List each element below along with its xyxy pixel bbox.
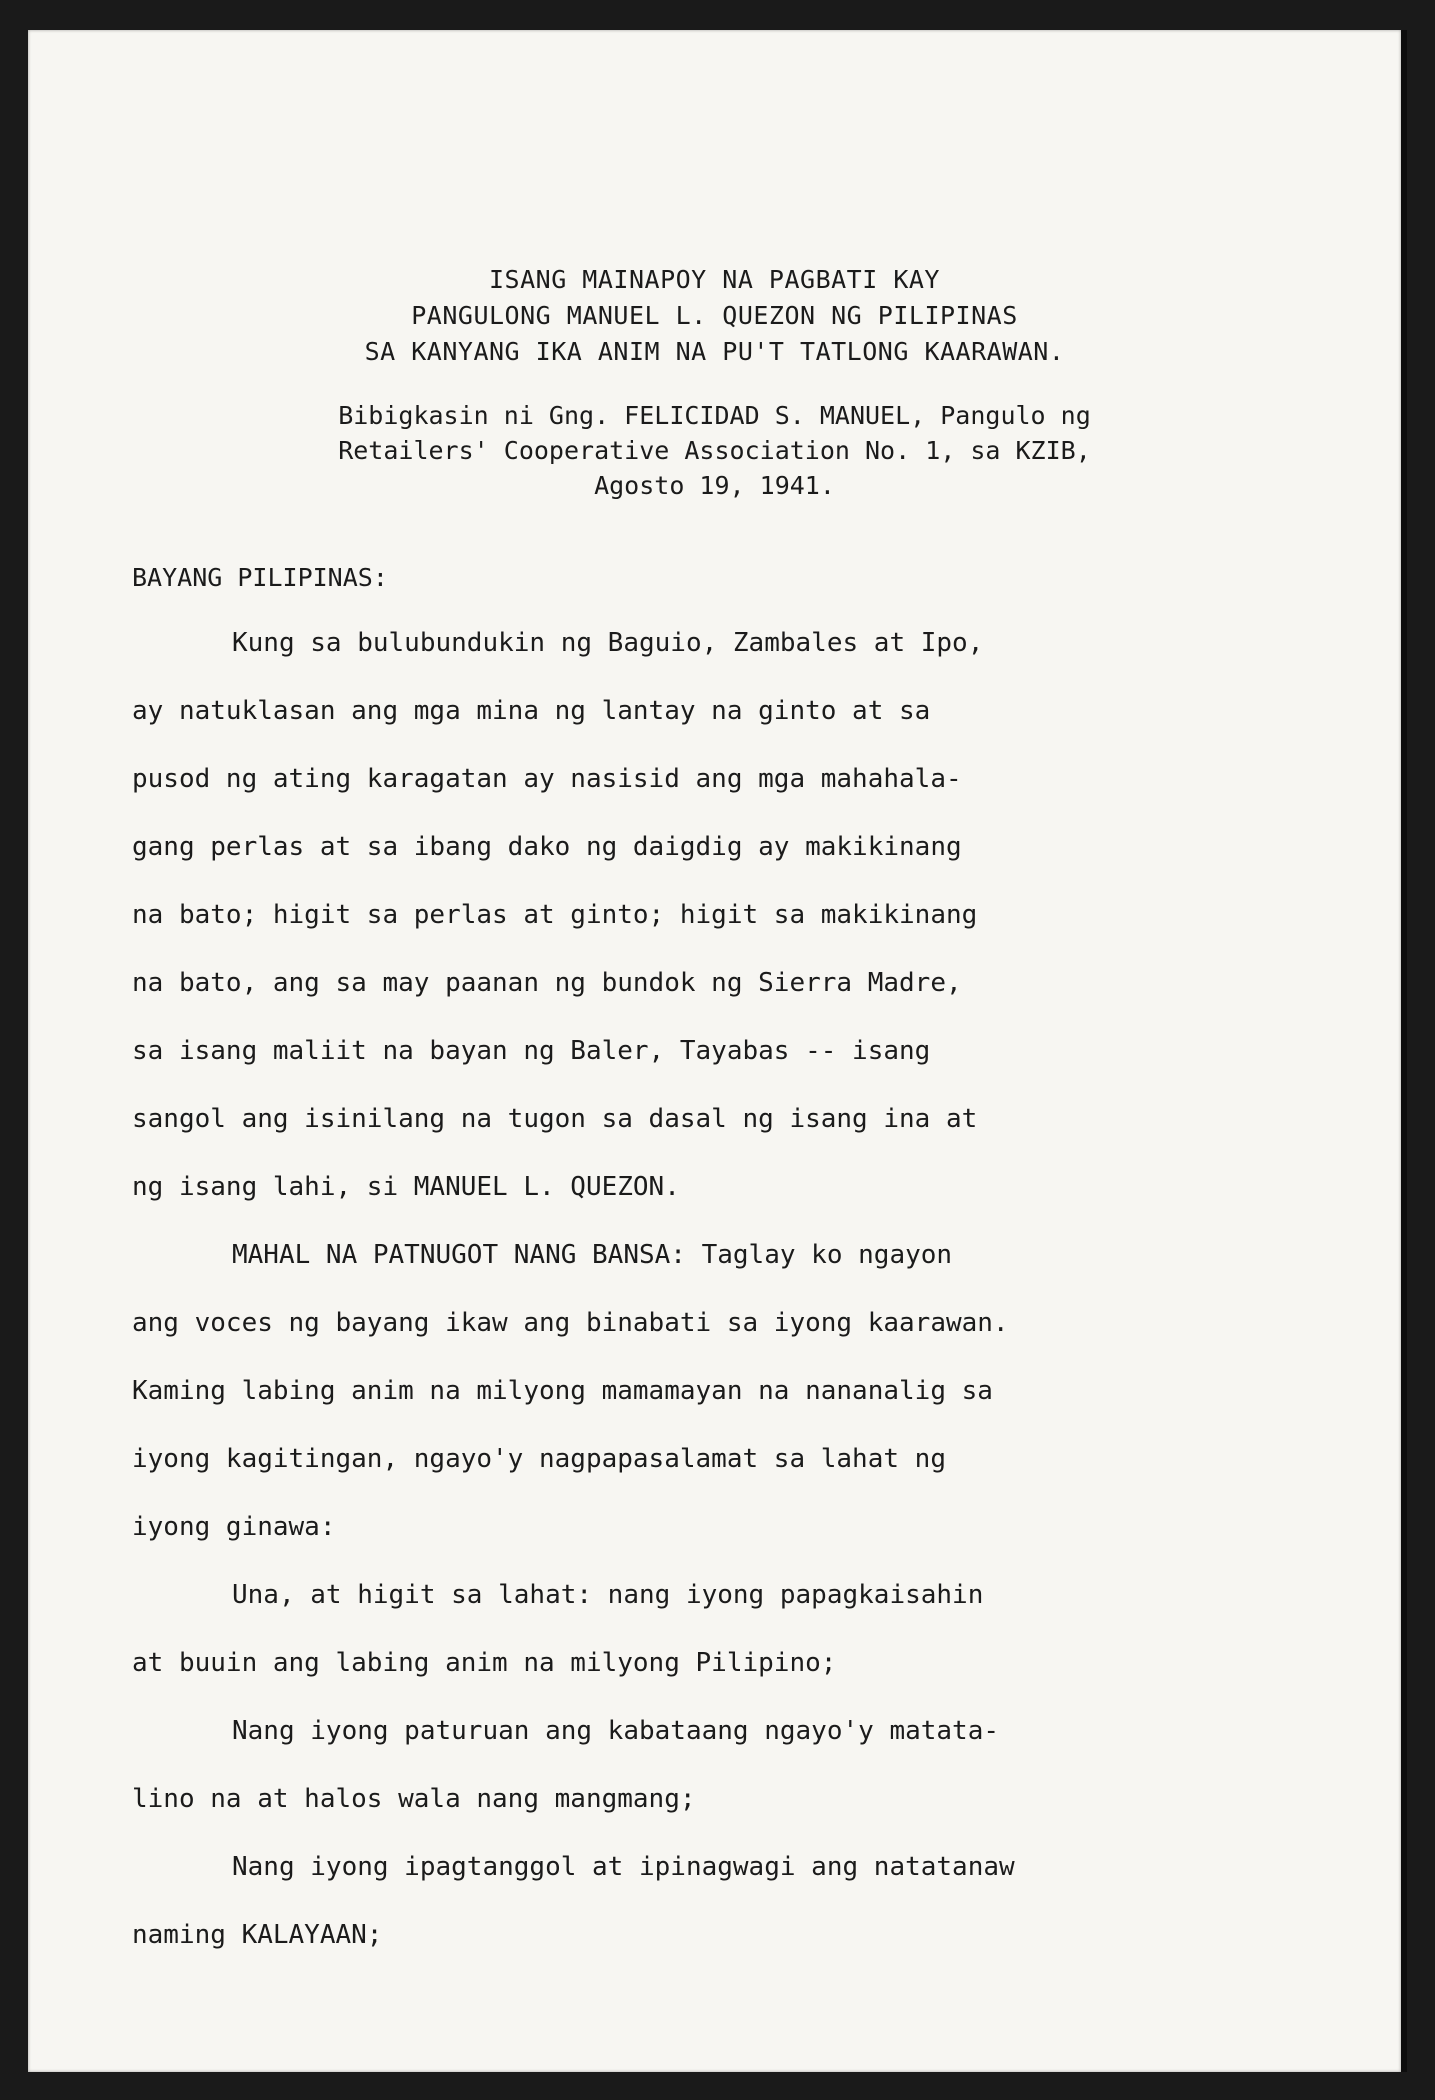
document-page	[28, 30, 1407, 2072]
body-line: MAHAL NA PATNUGOT NANG BANSA: Taglay ko ngayon	[232, 1240, 953, 1270]
body-line: ang voces ng bayang ikaw ang binabati sa iyong kaarawan.	[132, 1308, 1009, 1338]
document-title	[28, 262, 1401, 370]
body-line: naming KALAYAAN;	[132, 1920, 383, 1950]
body-line: sa isang maliit na bayan ng Baler, Tayabas -- isang	[132, 1036, 931, 1066]
document-body	[132, 628, 1272, 1988]
typewritten-document	[28, 30, 1401, 2072]
body-line: Kung sa bulubundukin ng Baguio, Zambales at Ipo,	[232, 628, 984, 658]
title-line: SA KANYANG IKA ANIM NA PU'T TATLONG KAARAWAN.	[364, 337, 1065, 366]
salutation: BAYANG PILIPINAS:	[132, 563, 388, 592]
byline-line: Retailers' Cooperative Association No. 1, sa KZIB,	[338, 436, 1091, 465]
body-line: ay natuklasan ang mga mina ng lantay na ginto at sa	[132, 696, 931, 726]
body-line: gang perlas at sa ibang dako ng daigdig ay makikinang	[132, 832, 962, 862]
body-line: Una, at higit sa lahat: nang iyong papagkaisahin	[232, 1580, 984, 1610]
title-line: PANGULONG MANUEL L. QUEZON NG PILIPINAS	[411, 301, 1018, 330]
document-byline	[28, 398, 1401, 503]
body-line: na bato; higit sa perlas at ginto; higit sa makikinang	[132, 900, 978, 930]
body-line: at buuin ang labing anim na milyong Pilipino;	[132, 1648, 837, 1678]
byline-line: Agosto 19, 1941.	[594, 471, 835, 500]
body-line: sangol ang isinilang na tugon sa dasal ng isang ina at	[132, 1104, 978, 1134]
body-line: iyong kagitingan, ngayo'y nagpapasalamat sa lahat ng	[132, 1444, 946, 1474]
byline-line: Bibigkasin ni Gng. FELICIDAD S. MANUEL, Pangulo ng	[338, 401, 1091, 430]
body-line: Kaming labing anim na milyong mamamayan na nananalig sa	[132, 1376, 993, 1406]
body-line: Nang iyong ipagtanggol at ipinagwagi ang natatanaw	[232, 1852, 1015, 1882]
body-line: iyong ginawa:	[132, 1512, 336, 1542]
body-line: Nang iyong paturuan ang kabataang ngayo'y matata-	[232, 1716, 1000, 1746]
body-line: ng isang lahi, si MANUEL L. QUEZON.	[132, 1172, 680, 1202]
body-line: na bato, ang sa may paanan ng bundok ng Sierra Madre,	[132, 968, 962, 998]
body-line: lino na at halos wala nang mangmang;	[132, 1784, 696, 1814]
title-line: ISANG MAINAPOY NA PAGBATI KAY	[489, 265, 940, 294]
body-line: pusod ng ating karagatan ay nasisid ang mga mahahala-	[132, 764, 962, 794]
